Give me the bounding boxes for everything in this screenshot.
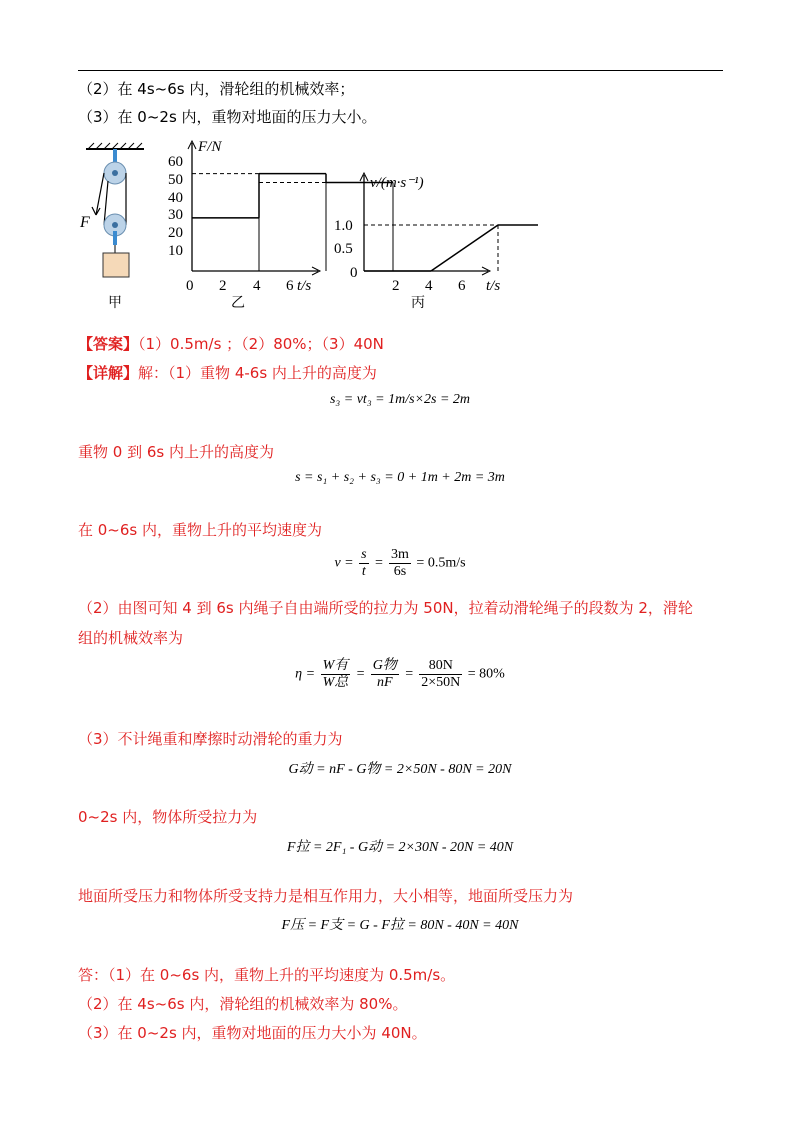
paragraph-4b: 组的机械效率为: [78, 629, 184, 647]
caption-bing: 丙: [411, 295, 425, 311]
graph-c-xtick: 6: [458, 278, 466, 294]
equation-5: G动 = nF - G物 = 2×50N - 80N = 20N: [288, 762, 512, 777]
caption-yi: 乙: [231, 295, 245, 311]
graph-b-marks: [192, 174, 393, 271]
graph-b: [168, 139, 393, 311]
answer-text: （1）0.5m/s ；（2）80%；（3）40N: [138, 335, 384, 353]
graph-c-ytick: 0: [350, 265, 358, 281]
explanation-tag: 【详解】: [78, 364, 139, 382]
graph-b-ytick: 20: [168, 225, 183, 241]
graph-c-ytick: 1.0: [334, 218, 353, 234]
caption-jia: 甲: [108, 295, 122, 311]
equation-7: F压 = F支 = G - F拉 = 80N - 40N = 40N: [281, 918, 519, 933]
graph-c-marks: [364, 225, 538, 271]
graph-b-ylabel: F/N: [198, 139, 222, 155]
explanation-lead: [78, 362, 377, 383]
paragraph-3: 在 0~6s 内，重物上升的平均速度为: [78, 521, 323, 539]
graph-c-xtick: 4: [425, 278, 433, 294]
answer-tag: 【答案】: [78, 335, 139, 353]
graph-b-xlabel: t/s: [297, 278, 312, 294]
weight-block: [103, 253, 129, 277]
paragraph-5: （3）不计绳重和摩擦时动滑轮的重力为: [78, 730, 343, 748]
graph-b-xtick: 2: [219, 278, 227, 294]
graph-c-xtick: 2: [392, 278, 400, 294]
graph-b-ytick: 10: [168, 243, 183, 259]
conclusion-1: 答：（1）在 0~6s 内，重物上升的平均速度为 0.5m/s。: [78, 966, 456, 984]
graph-c: [334, 173, 538, 311]
equation-2: s = s₁ + s₂ + s₃ = 0 + 1m + 2m = 3m: [295, 470, 505, 485]
graph-c-ytick: 0.5: [334, 241, 353, 257]
figure-panel: [78, 135, 538, 315]
question-2: （2）在 4s~6s 内，滑轮组的机械效率；: [78, 80, 355, 98]
graph-b-ytick: 30: [168, 207, 183, 223]
equation-6: F拉 = 2F₁ - G动 = 2×30N - 20N = 40N: [286, 840, 514, 855]
equation-4: η = $\frac{\text{W有}}{\text{W总}}$ = $\frac{\text{G物}}{nF}$ = $\frac{80N}{2\times 50N}$ = 80%: [295, 658, 505, 690]
graph-b-ytick: 60: [168, 154, 183, 170]
graph-c-ylabel: v/(m·s⁻¹): [370, 175, 424, 191]
graph-c-series-segment: [431, 225, 498, 271]
header-rule: [78, 70, 723, 71]
paragraph-6: 0~2s 内，物体所受拉力为: [78, 808, 258, 826]
physics-figure: [78, 135, 538, 315]
graph-c-xlabel: t/s: [486, 278, 501, 294]
force-label: F: [80, 214, 90, 231]
paragraph-2: 重物 0 到 6s 内上升的高度为: [78, 443, 274, 461]
explanation-lead-text: 解：（1）重物 4-6s 内上升的高度为: [138, 364, 377, 382]
conclusion-3: （3）在 0~2s 内，重物对地面的压力大小为 40N。: [78, 1024, 427, 1042]
paragraph-4a: （2）由图可知 4 到 6s 内绳子自由端所受的拉力为 50N，拉着动滑轮绳子的段数为 2，滑轮: [78, 599, 693, 617]
question-3: （3）在 0~2s 内，重物对地面的压力大小。: [78, 108, 377, 126]
equation-3: v = $\frac{s}{t}$ = $\frac{3m}{6s}$ = 0.5m/s: [334, 547, 466, 579]
answer-line: [78, 333, 384, 354]
graph-b-ytick: 40: [168, 190, 183, 206]
paragraph-7: 地面所受压力和物体所受支持力是相互作用力，大小相等，地面所受压力为: [78, 887, 574, 905]
graph-b-xtick: 6: [286, 278, 294, 294]
graph-b-xtick: 4: [253, 278, 261, 294]
graph-b-xtick: 0: [186, 278, 194, 294]
conclusion-2: （2）在 4s~6s 内，滑轮组的机械效率为 80%。: [78, 995, 408, 1013]
pulley-diagram: [79, 143, 144, 311]
equation-1: s₃ = vt₃ = 1m/s×2s = 2m: [329, 392, 471, 407]
force-arrow: [92, 207, 100, 215]
graph-b-ytick: 50: [168, 172, 183, 188]
